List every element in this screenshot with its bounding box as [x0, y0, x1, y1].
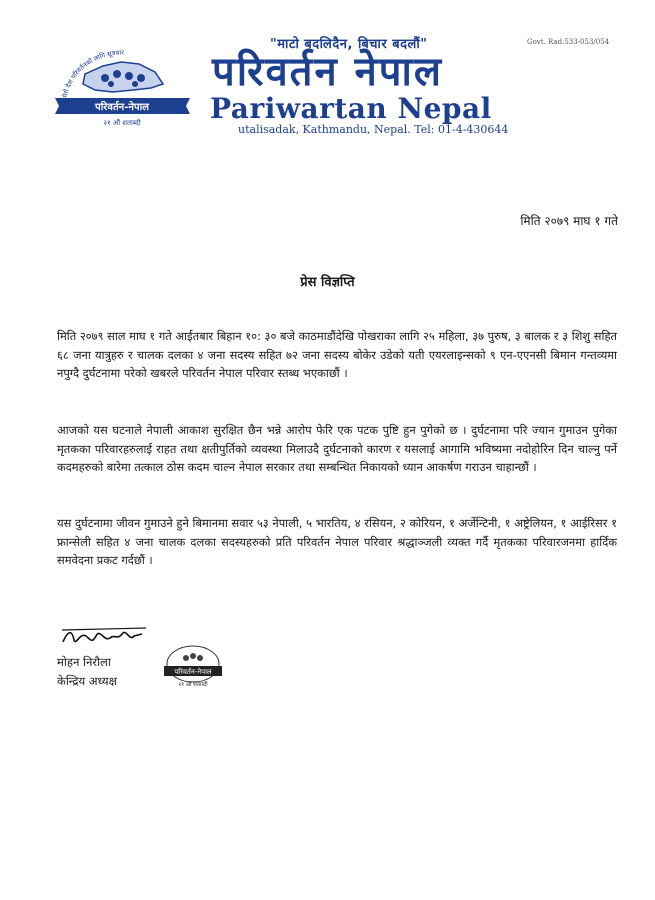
- logo-banner-text: परिवर्तन-नेपाल: [95, 102, 149, 113]
- handwritten-signature: [60, 622, 150, 650]
- registration-number: Govt. Rad.533-053/054: [527, 38, 610, 46]
- stamp-banner-text: परिवर्तन-नेपाल: [174, 668, 212, 676]
- org-address: utalisadak, Kathmandu, Nepal. Tel: 01-4-430644: [238, 123, 509, 136]
- document-date: मिति २०७९ माघ १ गते: [520, 214, 618, 228]
- org-name-nepali: परिवर्तन नेपाल: [212, 49, 444, 95]
- stamp-sub-text: २१ औं शताब्दी: [178, 682, 208, 688]
- signer-title: केन्द्रिय अध्यक्ष: [57, 674, 117, 688]
- organization-stamp: [160, 642, 226, 690]
- slogan: "माटो बदलिदैन, बिचार बदलौं": [270, 37, 428, 52]
- signer-name: मोहन निरौला: [57, 655, 111, 669]
- organization-logo: [55, 36, 190, 131]
- document-title: प्रेस विज्ञप्ति: [300, 275, 355, 290]
- paragraph-3: यस दुर्घटनामा जीवन गुमाउने हुने बिमानमा सवार ५३ नेपाली, ५ भारतिय, ४ रसियन, २ कोरियन, १ अर्जेन्टिनी, १ अष्ट्रेलियन, १ आईरिसर १ फ्रान्सेली सहित ४ जना चालक दलका सदस्यहरुको प्रति परिवर्तन नेपाल परिवार श्रद्धाञ्जली व्यक्त गर्दै मृतकका परिवारजनमा हार्दिक समवेदना प्रकट गर्दछौं ।: [57, 516, 617, 567]
- logo-arc-text: मेरो देश परिवर्तनको लागि सूत्रधार: [61, 48, 124, 99]
- paragraph-2: आजको यस घटनाले नेपाली आकाश सुरक्षित छैन भन्ने आरोप फेरि एक पटक पुष्टि हुन पुगेको छ । दुर्घटनामा परि ज्यान गुमाउन पुगेका मृतकका परिवारहरुलाई राहत तथा क्षतीपुर्तिको व्यवस्था मिलाउदै दुर्घटनाको कारण र यसलाई आगामि भविष्यमा नदोहोरिन दिन चाल्नु पर्ने कदमहरुको बारेमा तत्काल ठोस कदम चाल्न नेपाल सरकार तथा सम्बन्धित निकायको ध्यान आकर्षण गराउन चाहान्छौं ।: [57, 423, 617, 474]
- logo-sub-text: २१ औं शताब्दी: [103, 119, 141, 127]
- org-name-english: Pariwartan Nepal: [210, 92, 492, 125]
- paragraph-1: मिति २०७९ साल माघ १ गते आईतबार बिहान १०: ३० बजे काठमाडौंदेखि पोखराका लागि २५ महिला, ३७ पुरुष, ३ बालक र ३ शिशु सहित ६८ जना यात्रुहरु र चालक दलका ४ जना सदस्य सहित ७२ जना सदस्य बोकेर उडेको यती एयरलाइन्सको ९ एन-एएनसी बिमान गन्तव्यमा नपुग्दै दुर्घटनामा परेको खबरले परिवर्तन नेपाल परिवार स्तब्ध भएकाछौं ।: [57, 329, 617, 380]
